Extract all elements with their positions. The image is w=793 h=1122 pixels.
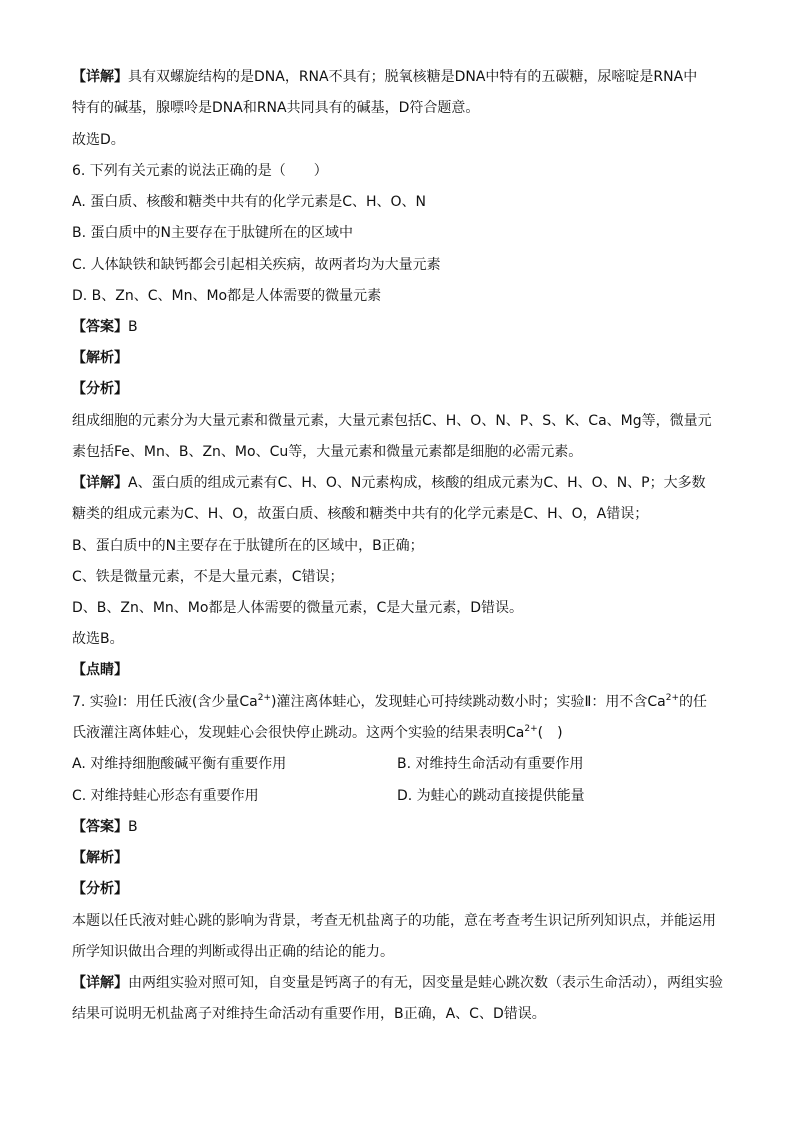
text-run: D、B、Zn、Mn、Mo都是人体需要的微量元素，C是大量元素，D错误。 [72, 600, 523, 616]
text-run: ( ) [537, 725, 563, 741]
answer-option: A. 对维持细胞酸碱平衡有重要作用 [72, 756, 287, 772]
text-run: B. 蛋白质中的N主要存在于肽键所在的区域中 [72, 225, 353, 241]
text-run: 所学知识做出合理的判断或得出正确的结论的能力。 [72, 944, 394, 960]
text-run: 糖类的组成元素为C、H、O，故蛋白质、核酸和糖类中共有的化学元素是C、H、O，A错误； [72, 506, 649, 522]
text-run: 本题以任氏液对蛙心跳的影响为背景，考查无机盐离子的功能，意在考查考生识记所列知识点，并能运用 [72, 913, 716, 929]
text-line [72, 818, 138, 836]
text-run: D. B、Zn、C、Mn、Mo都是人体需要的微量元素 [72, 288, 382, 304]
text-line [72, 99, 479, 117]
section-label: 【详解】 [72, 69, 128, 85]
text-line [72, 162, 328, 180]
text-line [72, 630, 124, 648]
text-run: 组成细胞的元素分为大量元素和微量元素，大量元素包括C、H、O、N、P、S、K、Ca、Mg等，微量元 [72, 413, 712, 429]
text-line [72, 693, 707, 711]
text-run: 氏液灌注离体蛙心，发现蛙心会很快停止跳动。这两个实验的结果表明Ca [72, 725, 525, 741]
text-run: 故选D。 [72, 132, 125, 148]
superscript: 2+ [524, 724, 538, 734]
superscript: 2+ [665, 693, 680, 703]
section-label: 【答案】 [72, 319, 128, 335]
text-run: B、蛋白质中的N主要存在于肽键所在的区域中，B正确； [72, 538, 424, 554]
text-run: B [128, 819, 138, 835]
text-run: 故选B。 [72, 631, 124, 647]
section-label: 【解析】 [72, 350, 128, 366]
section-label: 【分析】 [72, 381, 128, 397]
superscript: 2+ [257, 693, 272, 703]
text-run: A. 蛋白质、核酸和糖类中共有的化学元素是C、H、O、N [72, 194, 427, 210]
text-run: 6. 下列有关元素的说法正确的是（ ） [72, 163, 328, 179]
text-line [72, 599, 523, 617]
text-line [72, 349, 128, 367]
text-line [72, 537, 424, 555]
text-line [72, 912, 716, 930]
text-line [72, 193, 426, 211]
text-run: 结果可说明无机盐离子对维持生命活动有重要作用，B正确，A、C、D错误。 [72, 1006, 546, 1022]
section-label: 【分析】 [72, 881, 128, 897]
text-run: 的任 [679, 694, 708, 710]
text-line [72, 131, 125, 149]
text-line [72, 568, 344, 586]
answer-option: D. 为蛙心的跳动直接提供能量 [397, 788, 585, 804]
text-line [72, 724, 563, 742]
answer-option: C. 对维持蛙心形态有重要作用 [72, 788, 259, 804]
text-line [72, 849, 128, 867]
section-label: 【答案】 [72, 819, 128, 835]
text-run: B [128, 319, 138, 335]
text-run: A、蛋白质的组成元素有C、H、O、N元素构成，核酸的组成元素为C、H、O、N、P；大多数 [128, 475, 706, 491]
text-run: 具有双螺旋结构的是DNA，RNA不具有；脱氧核糖是DNA中特有的五碳糖，尿嘧啶是RNA中 [128, 69, 698, 85]
text-line [72, 943, 394, 961]
text-line [72, 443, 582, 461]
text-run: 由两组实验对照可知，自变量是钙离子的有无，因变量是蛙心跳次数（表示生命活动），两组实验 [128, 975, 723, 991]
text-run: 7. 实验Ⅰ：用任氏液(含少量Ca [72, 694, 258, 710]
text-line [72, 318, 138, 336]
text-run: C. 人体缺铁和缺钙都会引起相关疾病，故两者均为大量元素 [72, 257, 441, 273]
text-run: 特有的碱基，腺嘌呤是DNA和RNA共同具有的碱基，D符合题意。 [72, 100, 480, 116]
text-line [72, 661, 128, 679]
section-label: 【点睛】 [72, 662, 128, 678]
section-label: 【详解】 [72, 475, 128, 491]
section-label: 【详解】 [72, 975, 128, 991]
text-line [72, 68, 697, 86]
text-line [72, 224, 353, 242]
text-line [72, 380, 128, 398]
section-label: 【解析】 [72, 850, 128, 866]
text-run: C、铁是微量元素，不是大量元素，C错误； [72, 569, 344, 585]
text-run: 素包括Fe、Mn、B、Zn、Mo、Cu等，大量元素和微量元素都是细胞的必需元素。 [72, 444, 583, 460]
text-line [72, 256, 441, 274]
answer-option: B. 对维持生命活动有重要作用 [397, 756, 584, 772]
text-run: )灌注离体蛙心，发现蛙心可持续跳动数小时；实验Ⅱ：用不含Ca [271, 694, 666, 710]
text-line [72, 974, 723, 992]
text-line [72, 412, 712, 430]
text-line [72, 287, 381, 305]
text-line [72, 1005, 546, 1023]
text-line [72, 505, 648, 523]
text-line [72, 474, 706, 492]
text-line [72, 880, 128, 898]
